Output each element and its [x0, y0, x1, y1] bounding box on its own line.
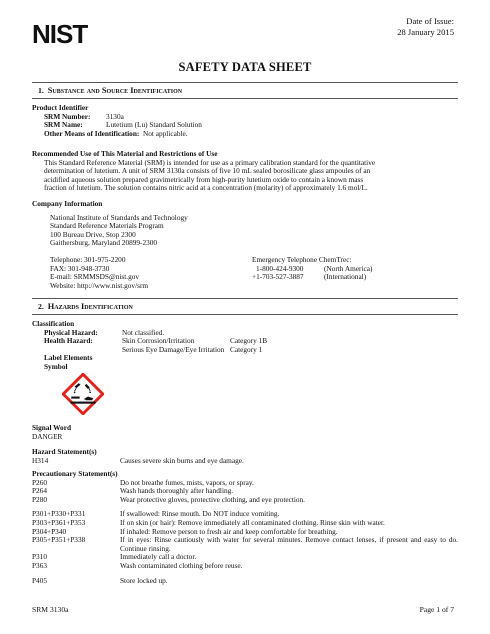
section-rule [32, 298, 458, 299]
section-rule [32, 314, 458, 315]
date-of-issue [397, 16, 454, 37]
recommended-use-block [32, 150, 458, 193]
label-elements-label: Label Elements [44, 353, 93, 363]
product-identifier-block [32, 104, 458, 138]
section-rule [32, 98, 458, 99]
footer-srm: SRM 3130a [32, 605, 69, 614]
footer-page-number: Page 1 of 7 [419, 605, 454, 614]
precautionary-row: P260 Do not breathe fumes, mists, vapors, or spray. [32, 477, 254, 487]
srm-number-row: SRM Number: 3130a [44, 111, 124, 121]
classification-block [32, 320, 458, 372]
symbol-label: Symbol [44, 362, 68, 372]
recommended-use-text: This Standard Reference Material (SRM) is intended for use as a primary calibration standard for the quantitative determination of lutetium. A unit of SRM 3130a consists of five 10 mL sealed borosilicate glass ampoules of an acidified aqueous solution prepared gravimetrically from high-purity lutetium oxide to contain a known mass fraction of lutetium. The solution contains nitric acid at a concentration (molarity) of approximately 1.6 mol/L. [44, 157, 376, 193]
signal-word-value: DANGER [32, 431, 63, 441]
other-means-row: Other Means of Identification: Not applicable. [44, 128, 188, 138]
website-link[interactable]: Website: http://www.nist.gov/srm [50, 280, 149, 290]
physical-hazard-row: Physical Hazard: Not classified. [44, 327, 165, 337]
precautionary-row: P303+P361+P353 If on skin (or hair): Remove immediately all contaminated clothing. Rinse skin with water. [32, 518, 385, 528]
contact-details [50, 256, 230, 290]
srm-name-row: SRM Name: Lutetium (Lu) Standard Solution [44, 120, 202, 130]
date-value: 28 January 2015 [397, 26, 454, 37]
company-address: National Institute of Standards and Technology Standard Reference Materials Program 100 Bureau Drive, Stop 2300 Gaithersburg, Maryland 20899-2300 [50, 212, 188, 248]
signal-word-label: Signal Word [32, 423, 71, 432]
hazard-statements-label: Hazard Statement(s) [32, 447, 97, 456]
section-2-heading: 2. Hazards Identification [38, 302, 133, 311]
section-1-heading: 1. Substance and Source Identification [38, 86, 183, 95]
recommended-use-label: Recommended Use of This Material and Restrictions of Use [32, 149, 218, 158]
precautionary-row: P264 Wash hands thoroughly after handling. [32, 486, 234, 496]
section-rule [32, 82, 458, 83]
document-title: SAFETY DATA SHEET [178, 60, 312, 74]
hazard-statement-row: H314 Causes severe skin burns and eye damage. [32, 455, 244, 465]
classification-label: Classification [32, 319, 75, 328]
hazard-statements-block [32, 448, 458, 465]
nist-logo-text: NIST [32, 22, 88, 46]
precautionary-row: P301+P330+P331 If swallowed: Rinse mouth. Do NOT induce vomiting. [32, 509, 280, 519]
precautionary-row: P305+P351+P338 If in eyes: Rinse cautiously with water for several minutes. Remove contact lenses, if present and easy to do. Continue rinsing. [32, 535, 458, 553]
product-identifier-label: Product Identifier [32, 103, 89, 112]
signal-word-block [32, 424, 458, 441]
email-link[interactable]: E-mail: SRMMSDS@nist.gov [50, 272, 140, 282]
fax: FAX: 301-948-3730 [50, 263, 110, 273]
emergency-row: +1-703-527-3887 (International) [252, 272, 367, 282]
company-information-block [32, 200, 458, 248]
telephone: Telephone: 301-975-2200 [50, 255, 126, 264]
date-label: Date of Issue: [406, 16, 454, 26]
health-hazard-row: Health Hazard: Skin Corrosion/Irritation Category 1B [44, 336, 268, 346]
health-hazard-row: Serious Eye Damage/Eye Irritation Category 1 [122, 344, 263, 354]
precautionary-row: P310 Immediately call a doctor. [32, 552, 197, 562]
emergency-row: 1-800-424-9300 (North America) [256, 263, 373, 273]
precautionary-row: P304+P340 If inhaled: Remove person to fresh air and keep comfortable for breathing. [32, 526, 338, 536]
precautionary-row: P280 Wear protective gloves, protective clothing, and eye protection. [32, 494, 306, 504]
precautionary-row: P405 Store locked up. [32, 575, 168, 585]
nist-logo [32, 22, 122, 46]
corrosion-pictogram-icon [62, 373, 104, 415]
precautionary-label: Precautionary Statement(s) [32, 469, 118, 478]
company-label: Company Information [32, 199, 103, 208]
emergency-label: Emergency Telephone ChemTrec: [252, 255, 352, 264]
emergency-telephone [252, 256, 452, 282]
precautionary-row: P363 Wash contaminated clothing before reuse. [32, 561, 243, 571]
precautionary-statements-block [32, 470, 458, 585]
